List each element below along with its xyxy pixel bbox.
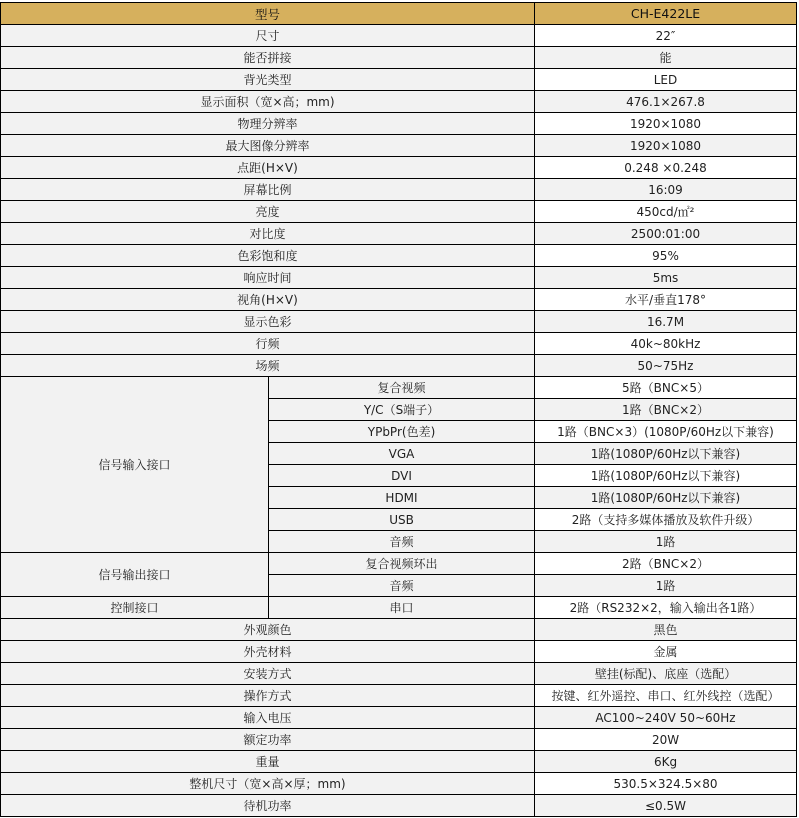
table-row [1,91,797,113]
spec-value: 6Kg [535,751,797,773]
table-row [1,663,797,685]
spec-table [0,2,797,817]
group-label-signal-input: 信号输入接口 [1,377,269,553]
table-row [1,135,797,157]
sub-label: 复合视频 [269,377,535,399]
spec-label: 操作方式 [1,685,535,707]
sub-label: DVI [269,465,535,487]
sub-label: USB [269,509,535,531]
table-row [1,289,797,311]
spec-value: 能 [535,47,797,69]
spec-label: 场频 [1,355,535,377]
spec-value: 2路（支持多媒体播放及软件升级） [535,509,797,531]
spec-value: 水平/垂直178° [535,289,797,311]
sub-label: VGA [269,443,535,465]
spec-label: 对比度 [1,223,535,245]
table-row [1,795,797,817]
spec-value: 16:09 [535,179,797,201]
spec-value: 按键、红外遥控、串口、红外线控（选配） [535,685,797,707]
table-row [1,685,797,707]
spec-value: 1路(1080P/60Hz以下兼容) [535,465,797,487]
model-header-value: CH-E422LE [535,3,797,25]
spec-value: 20W [535,729,797,751]
spec-label: 安装方式 [1,663,535,685]
spec-value: 50~75Hz [535,355,797,377]
spec-value: 2500:01:00 [535,223,797,245]
spec-value: ≤0.5W [535,795,797,817]
table-row [1,707,797,729]
spec-label: 最大图像分辨率 [1,135,535,157]
table-row [1,553,797,575]
spec-value: 16.7M [535,311,797,333]
spec-label: 能否拼接 [1,47,535,69]
spec-value: 1920×1080 [535,135,797,157]
table-row [1,245,797,267]
spec-value: 22″ [535,25,797,47]
sub-label: 音频 [269,531,535,553]
table-row [1,201,797,223]
spec-value: AC100~240V 50~60Hz [535,707,797,729]
spec-value: 476.1×267.8 [535,91,797,113]
table-row [1,25,797,47]
spec-value: LED [535,69,797,91]
spec-label: 待机功率 [1,795,535,817]
spec-label: 整机尺寸（宽×高×厚；mm) [1,773,535,795]
sub-label: Y/C（S端子） [269,399,535,421]
spec-label: 点距(H×V) [1,157,535,179]
spec-value: 95% [535,245,797,267]
table-row [1,157,797,179]
spec-label: 尺寸 [1,25,535,47]
sub-label: YPbPr(色差) [269,421,535,443]
spec-value: 1路 [535,575,797,597]
table-row [1,773,797,795]
table-row [1,729,797,751]
sub-label: HDMI [269,487,535,509]
group-label-signal-output: 信号输出接口 [1,553,269,597]
table-row [1,47,797,69]
spec-value: 黑色 [535,619,797,641]
spec-label: 亮度 [1,201,535,223]
table-row [1,223,797,245]
spec-value: 5ms [535,267,797,289]
spec-value: 金属 [535,641,797,663]
spec-label: 重量 [1,751,535,773]
spec-value: 530.5×324.5×80 [535,773,797,795]
spec-value: 1路(1080P/60Hz以下兼容) [535,487,797,509]
spec-value: 2路（BNC×2） [535,553,797,575]
spec-label: 显示面积（宽×高；mm) [1,91,535,113]
spec-value: 1路（BNC×3）(1080P/60Hz以下兼容) [535,421,797,443]
table-row [1,179,797,201]
table-row [1,641,797,663]
spec-label: 响应时间 [1,267,535,289]
spec-value: 壁挂(标配)、底座（选配） [535,663,797,685]
spec-value: 1920×1080 [535,113,797,135]
spec-value: 40k~80kHz [535,333,797,355]
sub-label: 复合视频环出 [269,553,535,575]
spec-label: 背光类型 [1,69,535,91]
spec-label: 显示色彩 [1,311,535,333]
spec-value: 5路（BNC×5） [535,377,797,399]
table-row [1,377,797,399]
table-row [1,311,797,333]
spec-value: 0.248 ×0.248 [535,157,797,179]
spec-label: 输入电压 [1,707,535,729]
spec-value: 1路 [535,531,797,553]
sub-label: 串口 [269,597,535,619]
spec-label: 视角(H×V) [1,289,535,311]
spec-value: 2路（RS232×2，输入输出各1路） [535,597,797,619]
table-header-row [1,3,797,25]
model-header-label: 型号 [1,3,535,25]
spec-label: 额定功率 [1,729,535,751]
spec-label: 行频 [1,333,535,355]
table-row [1,69,797,91]
table-row [1,267,797,289]
spec-label: 色彩饱和度 [1,245,535,267]
spec-label: 屏幕比例 [1,179,535,201]
table-row [1,355,797,377]
table-row [1,597,797,619]
sub-label: 音频 [269,575,535,597]
table-row [1,113,797,135]
spec-label: 物理分辨率 [1,113,535,135]
spec-value: 450cd/㎡² [535,201,797,223]
spec-value: 1路(1080P/60Hz以下兼容) [535,443,797,465]
spec-label: 外壳材料 [1,641,535,663]
group-label-control: 控制接口 [1,597,269,619]
table-row [1,333,797,355]
spec-label: 外观颜色 [1,619,535,641]
table-row [1,751,797,773]
table-row [1,619,797,641]
spec-value: 1路（BNC×2） [535,399,797,421]
